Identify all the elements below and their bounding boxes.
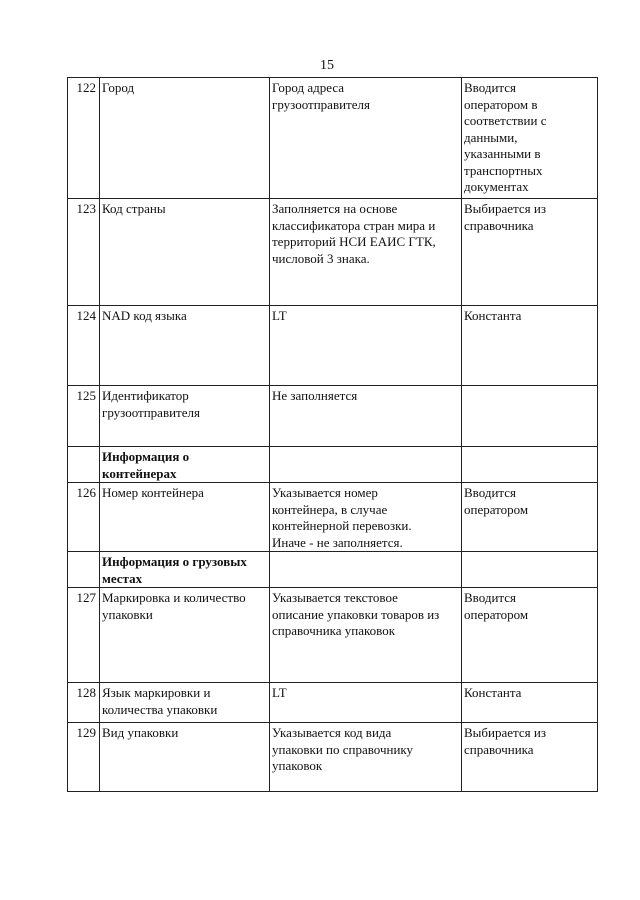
field-source: Вводится оператором [462,483,598,552]
row-number: 128 [68,683,100,723]
row-number: 127 [68,588,100,683]
field-name: NAD код языка [100,306,270,386]
table-row [68,683,598,723]
field-name: Код страны [100,199,270,306]
field-description: LT [270,306,462,386]
fields-table [67,77,598,792]
section-header-row [68,447,598,483]
table-row [68,199,598,306]
table-row [68,386,598,447]
field-source: Выбирается из справочника [462,723,598,792]
field-name: Информация о грузовых местах [100,552,270,588]
table-row [68,78,598,199]
row-number: 126 [68,483,100,552]
field-source: Константа [462,306,598,386]
row-number: 123 [68,199,100,306]
field-description: Указывается код вида упаковки по справочнику упаковок [270,723,462,792]
field-name: Информация о контейнерах [100,447,270,483]
row-number [68,552,100,588]
field-description: Не заполняется [270,386,462,447]
field-name: Маркировка и количество упаковки [100,588,270,683]
field-source [462,386,598,447]
row-number [68,447,100,483]
field-description: Город адреса грузоотправителя [270,78,462,199]
field-name: Номер контейнера [100,483,270,552]
field-description [270,552,462,588]
field-name: Язык маркировки и количества упаковки [100,683,270,723]
field-description: LT [270,683,462,723]
field-source: Вводится оператором в соответствии с данными, указанными в транспортных документах [462,78,598,199]
row-number: 124 [68,306,100,386]
section-header-row [68,552,598,588]
field-source: Вводится оператором [462,588,598,683]
page-number: 15 [320,58,334,73]
table-row [68,588,598,683]
field-source [462,552,598,588]
field-name: Вид упаковки [100,723,270,792]
field-source: Константа [462,683,598,723]
field-description: Указывается номер контейнера, в случае контейнерной перевозки. Иначе - не заполняется. [270,483,462,552]
table-row [68,723,598,792]
field-name: Город [100,78,270,199]
field-description: Заполняется на основе классификатора стран мира и территорий НСИ ЕАИС ГТК, числовой 3 знака. [270,199,462,306]
row-number: 122 [68,78,100,199]
field-source [462,447,598,483]
table-row [68,483,598,552]
field-source: Выбирается из справочника [462,199,598,306]
table-row [68,306,598,386]
row-number: 129 [68,723,100,792]
field-name: Идентификатор грузоотправителя [100,386,270,447]
field-description: Указывается текстовое описание упаковки товаров из справочника упаковок [270,588,462,683]
row-number: 125 [68,386,100,447]
field-description [270,447,462,483]
